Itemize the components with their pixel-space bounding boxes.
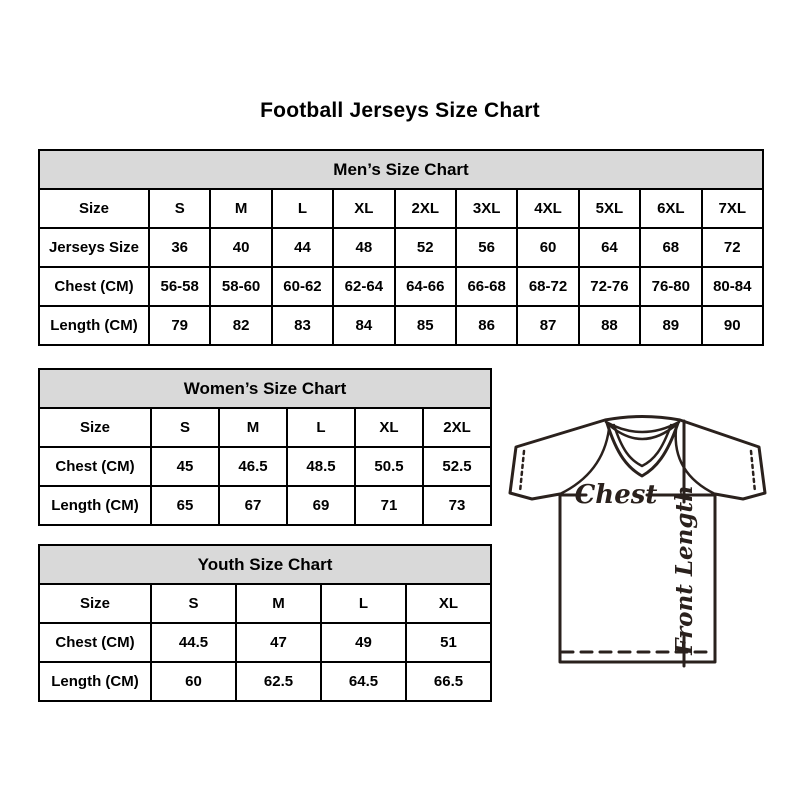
men-value-cell: 79 [149, 306, 210, 345]
women-value-cell: 52.5 [423, 447, 491, 486]
women-value-cell: 45 [151, 447, 219, 486]
men-value-cell: 5XL [579, 189, 640, 228]
men-value-cell: 89 [640, 306, 701, 345]
youth-table-row [39, 623, 491, 662]
youth-value-cell: 62.5 [236, 662, 321, 701]
men-value-cell: 56-58 [149, 267, 210, 306]
youth-table-header-row [39, 545, 491, 584]
men-value-cell: 87 [517, 306, 578, 345]
men-value-cell: 84 [333, 306, 394, 345]
youth-row-label: Size [39, 584, 151, 623]
men-value-cell: 60-62 [272, 267, 333, 306]
mens-size-table [38, 149, 764, 346]
women-table-row [39, 408, 491, 447]
men-table-row [39, 306, 763, 345]
men-value-cell: 7XL [702, 189, 763, 228]
youth-table-title: Youth Size Chart [39, 545, 491, 584]
men-table-row [39, 267, 763, 306]
men-value-cell: 6XL [640, 189, 701, 228]
women-value-cell: 69 [287, 486, 355, 525]
jersey-outline [510, 417, 765, 663]
youth-row-label: Chest (CM) [39, 623, 151, 662]
men-value-cell: 48 [333, 228, 394, 267]
men-value-cell: 68-72 [517, 267, 578, 306]
women-value-cell: 2XL [423, 408, 491, 447]
men-row-label: Jerseys Size [39, 228, 149, 267]
youth-size-table [38, 544, 492, 702]
women-table-row [39, 447, 491, 486]
men-value-cell: 36 [149, 228, 210, 267]
youth-value-cell: 66.5 [406, 662, 491, 701]
men-value-cell: 66-68 [456, 267, 517, 306]
men-value-cell: 40 [210, 228, 271, 267]
youth-value-cell: 64.5 [321, 662, 406, 701]
womens-table-header-row [39, 369, 491, 408]
women-value-cell: S [151, 408, 219, 447]
men-value-cell: M [210, 189, 271, 228]
men-value-cell: 80-84 [702, 267, 763, 306]
youth-value-cell: L [321, 584, 406, 623]
front-length-label: Front Length [671, 485, 698, 655]
men-value-cell: 60 [517, 228, 578, 267]
men-value-cell: L [272, 189, 333, 228]
men-value-cell: 68 [640, 228, 701, 267]
women-row-label: Chest (CM) [39, 447, 151, 486]
women-value-cell: 48.5 [287, 447, 355, 486]
men-value-cell: 85 [395, 306, 456, 345]
men-value-cell: 83 [272, 306, 333, 345]
men-value-cell: 72 [702, 228, 763, 267]
women-table-row [39, 486, 491, 525]
youth-row-label: Length (CM) [39, 662, 151, 701]
men-value-cell: 62-64 [333, 267, 394, 306]
women-value-cell: L [287, 408, 355, 447]
women-row-label: Length (CM) [39, 486, 151, 525]
women-row-label: Size [39, 408, 151, 447]
youth-value-cell: 49 [321, 623, 406, 662]
women-value-cell: 67 [219, 486, 287, 525]
men-value-cell: 52 [395, 228, 456, 267]
page-title: Football Jerseys Size Chart [260, 99, 540, 122]
women-value-cell: 50.5 [355, 447, 423, 486]
youth-value-cell: 60 [151, 662, 236, 701]
women-value-cell: M [219, 408, 287, 447]
men-value-cell: 64 [579, 228, 640, 267]
mens-table-title: Men’s Size Chart [39, 150, 763, 189]
youth-value-cell: 51 [406, 623, 491, 662]
mens-table-header-row [39, 150, 763, 189]
men-row-label: Length (CM) [39, 306, 149, 345]
men-value-cell: 82 [210, 306, 271, 345]
women-value-cell: 73 [423, 486, 491, 525]
men-value-cell: 64-66 [395, 267, 456, 306]
womens-table-title: Women’s Size Chart [39, 369, 491, 408]
youth-value-cell: 44.5 [151, 623, 236, 662]
men-value-cell: 76-80 [640, 267, 701, 306]
men-table-row [39, 189, 763, 228]
men-value-cell: 2XL [395, 189, 456, 228]
women-value-cell: 46.5 [219, 447, 287, 486]
men-row-label: Chest (CM) [39, 267, 149, 306]
youth-value-cell: 47 [236, 623, 321, 662]
youth-value-cell: XL [406, 584, 491, 623]
men-value-cell: 44 [272, 228, 333, 267]
women-value-cell: 65 [151, 486, 219, 525]
men-value-cell: 72-76 [579, 267, 640, 306]
men-value-cell: 3XL [456, 189, 517, 228]
women-value-cell: XL [355, 408, 423, 447]
youth-table-row [39, 584, 491, 623]
men-value-cell: S [149, 189, 210, 228]
men-value-cell: 88 [579, 306, 640, 345]
men-table-row [39, 228, 763, 267]
youth-value-cell: M [236, 584, 321, 623]
youth-table-row [39, 662, 491, 701]
men-value-cell: XL [333, 189, 394, 228]
jersey-measurement-diagram [498, 403, 782, 677]
men-value-cell: 58-60 [210, 267, 271, 306]
men-value-cell: 90 [702, 306, 763, 345]
men-value-cell: 4XL [517, 189, 578, 228]
chest-label: Chest [574, 480, 658, 510]
men-row-label: Size [39, 189, 149, 228]
men-value-cell: 86 [456, 306, 517, 345]
youth-value-cell: S [151, 584, 236, 623]
women-value-cell: 71 [355, 486, 423, 525]
men-value-cell: 56 [456, 228, 517, 267]
womens-size-table [38, 368, 492, 526]
